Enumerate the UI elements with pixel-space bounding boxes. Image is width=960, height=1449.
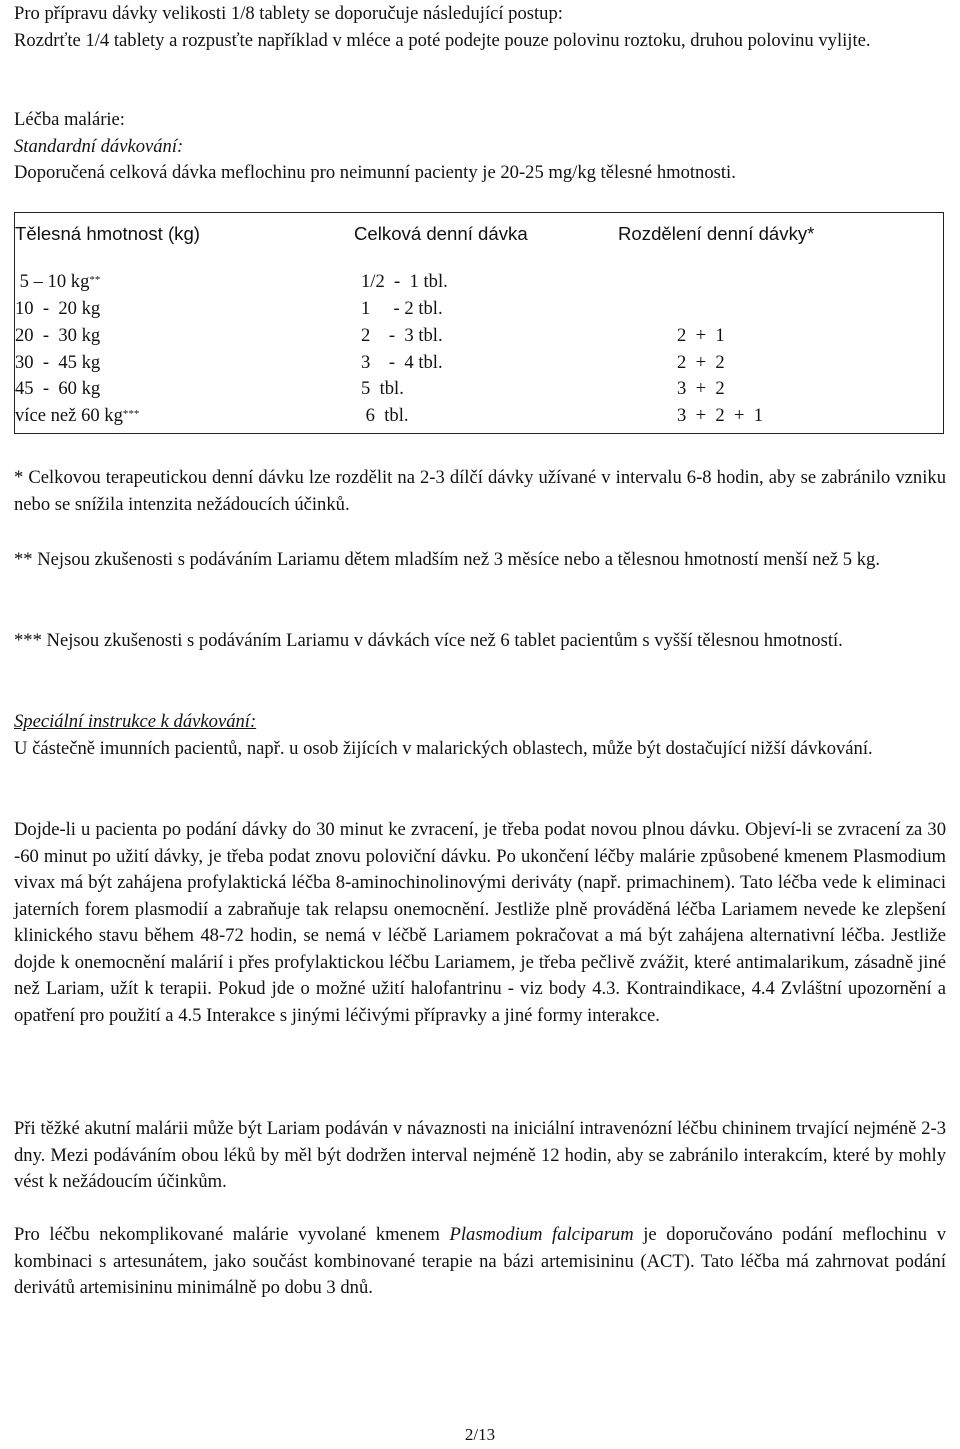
- table-row: [15, 323, 943, 349]
- dosing-table: [14, 212, 944, 434]
- dose-cell: 1/2 - 1 tbl.: [361, 271, 448, 292]
- footnote-marker: **: [89, 274, 101, 286]
- malaria-heading: Léčba malárie:: [14, 109, 125, 130]
- special-instructions: [14, 709, 946, 762]
- weight-cell: více než 60 kg***: [15, 405, 140, 426]
- footnote-marker: ***: [122, 408, 140, 420]
- table-row: [15, 350, 943, 376]
- special-instructions-text: U částečně imunních pacientů, např. u osob žijících v malarických oblastech, může být dostačující nižší dávkování.: [14, 737, 873, 759]
- split-cell: 3 + 2: [677, 378, 725, 399]
- footnote-2: ** Nejsou zkušenosti s podáváním Lariamu dětem mladším než 3 měsíce nebo a tělesnou hmotností menší než 5 kg.: [14, 549, 880, 570]
- split-cell: 2 + 2: [677, 352, 725, 373]
- falciparum-paragraph: Pro léčbu nekomplikované malárie vyvolané kmenem Plasmodium falciparum je doporučováno podání meflochinu v kombinaci s artesunátem, jako součást kombinované terapie na bázi artemisininu (ACT). Tato léčba má zahrnovat podání derivátů artemisininu minimálně po dobu 3 dnů.: [14, 1224, 946, 1298]
- table-row: [15, 376, 943, 402]
- recommended-dose-text: Doporučená celková dávka meflochinu pro neimunní pacienty je 20-25 mg/kg tělesné hmotnosti.: [14, 162, 736, 183]
- page-number: 2/13: [464, 1425, 496, 1444]
- footnote-3: *** Nejsou zkušenosti s podáváním Lariamu v dávkách více než 6 tablet pacientům s vyšší tělesnou hmotností.: [14, 630, 843, 651]
- dose-cell: 5 tbl.: [361, 378, 404, 399]
- weight-cell: 45 - 60 kg: [15, 378, 101, 399]
- standard-dosing-heading: Standardní dávkování:: [14, 135, 184, 157]
- footnote-1: * Celkovou terapeutickou denní dávku lze rozdělit na 2-3 dílčí dávky užívané v intervalu 6-8 hodin, aby se zabránilo vzniku nebo se snížila intenzita nežádoucích účinků.: [14, 467, 946, 515]
- severe-malaria-paragraph: Při těžké akutní malárii může být Lariam podáván v návaznosti na iniciální intravenózní léčbu chininem trvající nejméně 2-3 dny. Mezi podáváním obou léků by měl být dodržen interval nejméně 12 hodin, aby se zabránilo interakcím, které by mohly vést k nežádoucím účinkům.: [14, 1118, 946, 1192]
- dose-cell: 6 tbl.: [361, 405, 409, 426]
- intro-line-1: Pro přípravu dávky velikosti 1/8 tablety se doporučuje následující postup:: [14, 3, 563, 24]
- dose-cell: 2 - 3 tbl.: [361, 325, 443, 346]
- weight-cell: 20 - 30 kg: [15, 325, 101, 346]
- table-row: [15, 403, 943, 429]
- vomiting-paragraph: Dojde-li u pacienta po podání dávky do 30 minut ke zvracení, je třeba podat novou plnou dávku. Objeví-li se zvracení za 30 -60 minut po užití dávky, je třeba podat znovu poloviční dávku. Po ukončení léčby malárie způsobené kmenem Plasmodium vivax má být zahájena profylaktická léčba 8-aminochinolinovými deriváty (např. primachinem). Tato léčba vede k eliminaci jaterních forem plasmodií a zabraňuje tak relapsu onemocnění. Jestliže plně prováděná léčba Lariamem nevede ke zlepšení klinického stavu během 48-72 hodin, se nemá v léčbě Lariamem pokračovat a má být zahájena alternativní léčba. Jestliže dojde k onemocnění malárií i přes profylaktickou léčbu Lariamem, je třeba pečlivě zvážit, které antimalarikum, zásadně jiné než Lariam, užít k terapii. Pokud jde o možné užití halofantrinu - viz body 4.3. Kontraindikace, 4.4 Zvláštní upozornění a opatření pro použití a 4.5 Interakce s jinými léčivými přípravky a jiné formy interakce.: [14, 819, 946, 1026]
- header-dose-split: Rozdělení denní dávky*: [618, 223, 815, 244]
- special-instructions-heading: Speciální instrukce k dávkování:: [14, 711, 257, 732]
- split-cell: 2 + 1: [677, 325, 725, 346]
- malaria-section: [14, 107, 946, 187]
- table-row: [15, 296, 943, 322]
- dose-cell: 1 - 2 tbl.: [361, 298, 443, 319]
- weight-cell: 10 - 20 kg: [15, 298, 101, 319]
- weight-cell: 30 - 45 kg: [15, 352, 101, 373]
- dose-cell: 3 - 4 tbl.: [361, 352, 443, 373]
- weight-cell: 5 – 10 kg**: [15, 271, 101, 292]
- header-daily-dose: Celková denní dávka: [354, 223, 528, 244]
- table-row: [15, 269, 943, 295]
- intro-block: [14, 1, 946, 54]
- header-body-weight: Tělesná hmotnost (kg): [15, 223, 200, 244]
- species-name: Plasmodium falciparum: [449, 1224, 634, 1245]
- intro-line-2: Rozdrťte 1/4 tablety a rozpusťte například v mléce a poté podejte pouze polovinu roztoku, druhou polovinu vylijte.: [14, 29, 871, 51]
- split-cell: 3 + 2 + 1: [677, 405, 764, 426]
